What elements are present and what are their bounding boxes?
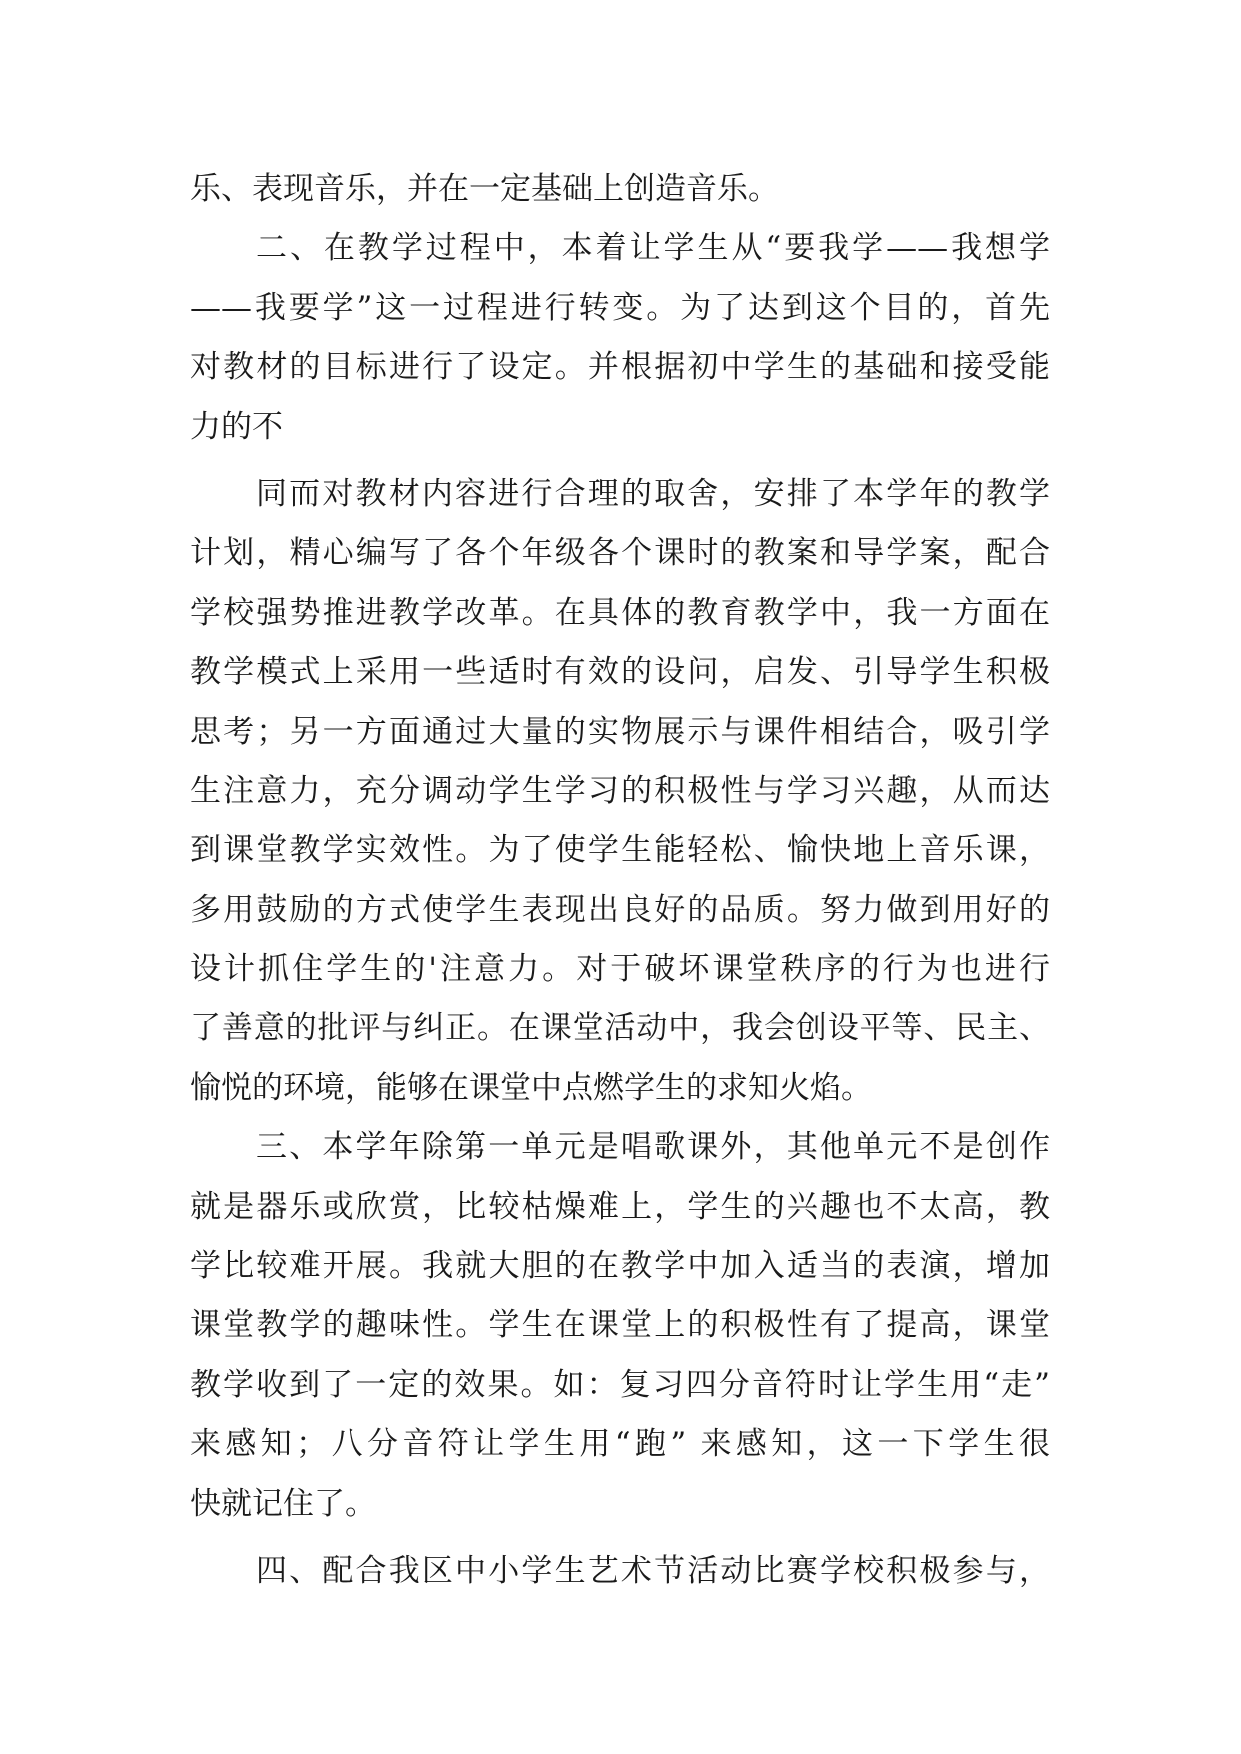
paragraph-start-line: 三、本学年除第一单元是唱歌课外，其他单元不是创作 xyxy=(256,1129,1050,1166)
text-line: 愉悦的环境，能够在课堂中点燃学生的求知火焰。 xyxy=(190,1069,872,1106)
text-line: 快就记住了。 xyxy=(190,1485,376,1522)
text-line: 到课堂教学实效性。为了使学生能轻松、愉快地上音乐课， xyxy=(190,832,1050,869)
text-line: ——我要学”这一过程进行转变。为了达到这个目的，首先 xyxy=(190,289,1050,326)
text-line: 计划，精心编写了各个年级各个课时的教案和导学案，配合 xyxy=(190,535,1050,572)
text-line: 设计抓住学生的'注意力。对于破坏课堂秩序的行为也进行 xyxy=(190,951,1050,988)
text-line: 学校强势推进教学改革。在具体的教育教学中，我一方面在 xyxy=(190,594,1050,631)
text-line: 教学模式上采用一些适时有效的设问，启发、引导学生积极 xyxy=(190,654,1050,691)
paragraph-gap xyxy=(190,457,1050,465)
text-line: 就是器乐或欣赏，比较枯燥难上，学生的兴趣也不太高，教 xyxy=(190,1188,1050,1225)
text-line: 来感知；八分音符让学生用“跑” 来感知，这一下学生很 xyxy=(190,1426,1050,1463)
text-line: 对教材的目标进行了设定。并根据初中学生的基础和接受能 xyxy=(190,349,1050,386)
paragraph-start-line: 同而对教材内容进行合理的取舍，安排了本学年的教学 xyxy=(256,475,1050,512)
text-line: 生注意力，充分调动学生学习的积极性与学习兴趣，从而达 xyxy=(190,772,1050,809)
text-line: 教学收到了一定的效果。如：复习四分音符时让学生用“走” xyxy=(190,1366,1050,1403)
text-line: 了善意的批评与纠正。在课堂活动中，我会创设平等、民主、 xyxy=(190,1010,1050,1047)
text-line: 力的不 xyxy=(190,408,283,445)
paragraph-start-line: 二、在教学过程中，本着让学生从“要我学——我想学 xyxy=(256,230,1050,267)
paragraph-start-line: 四、配合我区中小学生艺术节活动比赛学校积极参与， xyxy=(256,1552,1050,1589)
paragraph-gap xyxy=(190,1534,1050,1542)
text-line: 课堂教学的趣味性。学生在课堂上的积极性有了提高，课堂 xyxy=(190,1307,1050,1344)
text-line: 乐、表现音乐，并在一定基础上创造音乐。 xyxy=(190,171,779,207)
text-line: 多用鼓励的方式使学生表现出良好的品质。努力做到用好的 xyxy=(190,891,1050,928)
text-line: 学比较难开展。我就大胆的在教学中加入适当的表演，增加 xyxy=(190,1248,1050,1285)
document-body xyxy=(190,160,1050,1601)
text-line: 思考；另一方面通过大量的实物展示与课件相结合，吸引学 xyxy=(190,713,1050,750)
